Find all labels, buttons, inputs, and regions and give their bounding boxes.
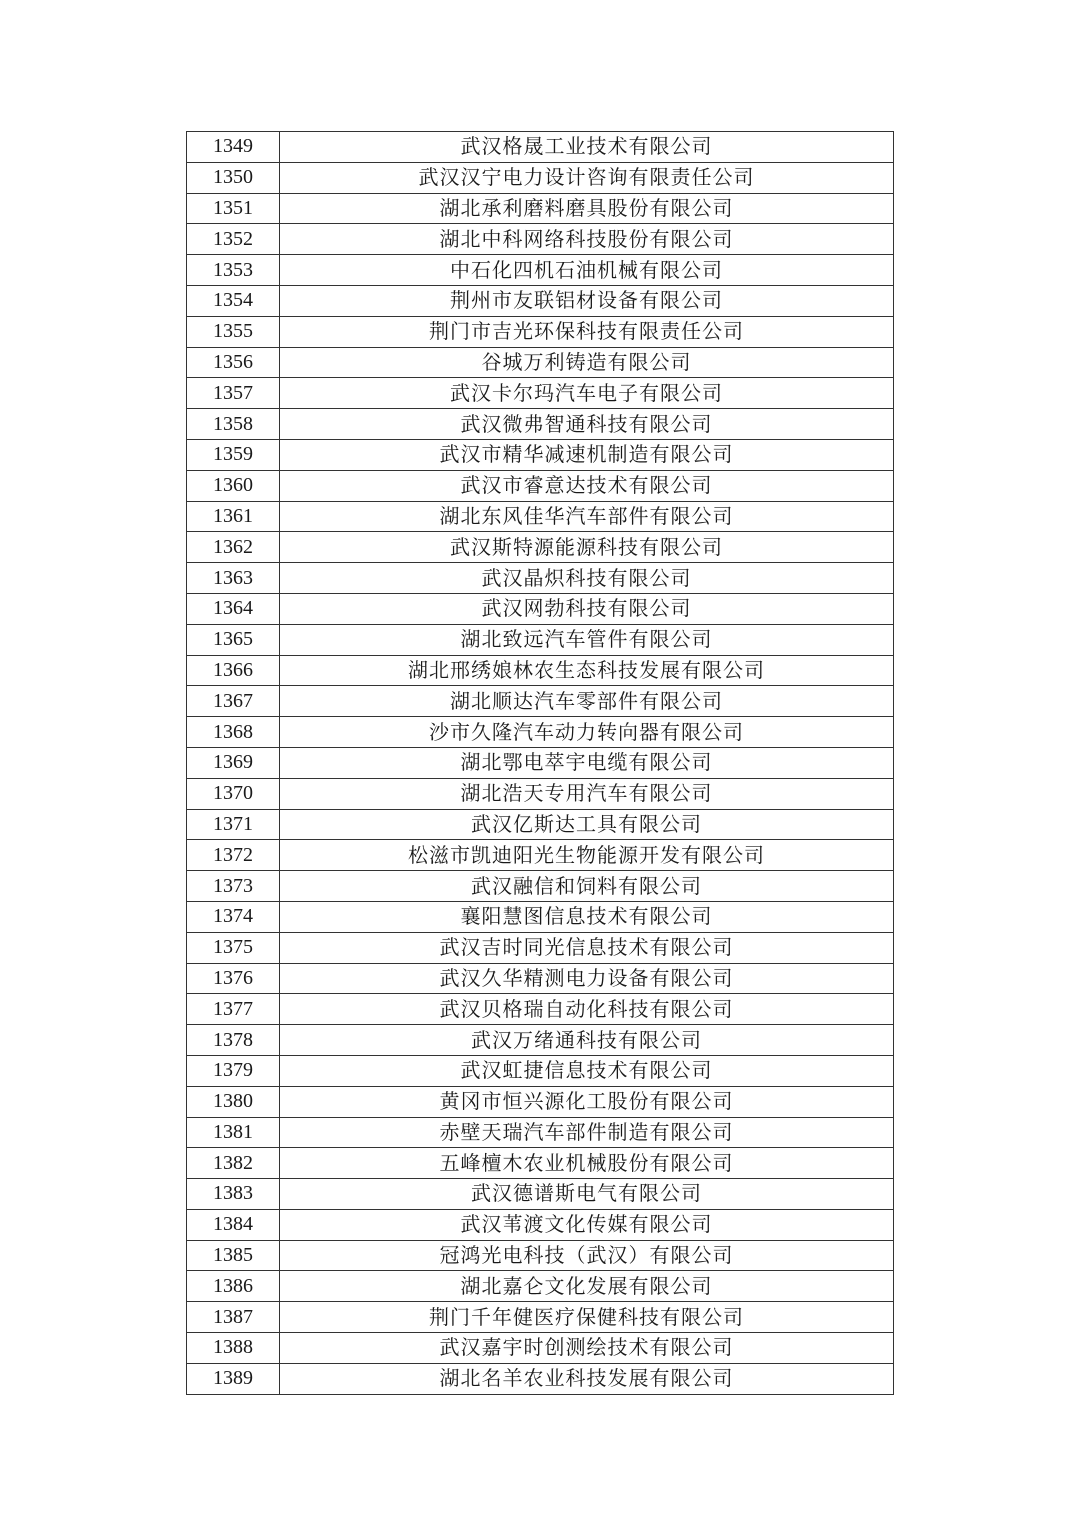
table-row bbox=[187, 655, 894, 686]
row-number-cell: 1369 bbox=[187, 747, 280, 778]
row-number-cell: 1381 bbox=[187, 1117, 280, 1148]
row-number-cell: 1353 bbox=[187, 255, 280, 286]
row-number-cell: 1372 bbox=[187, 840, 280, 871]
company-name-cell: 武汉格晟工业技术有限公司 bbox=[280, 132, 894, 163]
row-number-cell: 1376 bbox=[187, 963, 280, 994]
company-name-cell: 武汉融信和饲料有限公司 bbox=[280, 871, 894, 902]
table-row bbox=[187, 932, 894, 963]
company-name-cell: 湖北邢绣娘林农生态科技发展有限公司 bbox=[280, 655, 894, 686]
company-name-cell: 湖北鄂电萃宇电缆有限公司 bbox=[280, 747, 894, 778]
table-row bbox=[187, 686, 894, 717]
table-row bbox=[187, 316, 894, 347]
row-number-cell: 1373 bbox=[187, 871, 280, 902]
row-number-cell: 1364 bbox=[187, 593, 280, 624]
row-number-cell: 1374 bbox=[187, 901, 280, 932]
company-name-cell: 武汉贝格瑞自动化科技有限公司 bbox=[280, 994, 894, 1025]
row-number-cell: 1389 bbox=[187, 1363, 280, 1394]
company-name-cell: 沙市久隆汽车动力转向器有限公司 bbox=[280, 717, 894, 748]
table-row bbox=[187, 409, 894, 440]
row-number-cell: 1363 bbox=[187, 563, 280, 594]
table-row bbox=[187, 624, 894, 655]
table-row bbox=[187, 1086, 894, 1117]
table-row bbox=[187, 378, 894, 409]
row-number-cell: 1367 bbox=[187, 686, 280, 717]
company-name-cell: 武汉嘉宇时创测绘技术有限公司 bbox=[280, 1333, 894, 1364]
row-number-cell: 1360 bbox=[187, 470, 280, 501]
company-name-cell: 谷城万利铸造有限公司 bbox=[280, 347, 894, 378]
row-number-cell: 1362 bbox=[187, 532, 280, 563]
table-row bbox=[187, 470, 894, 501]
company-name-cell: 武汉亿斯达工具有限公司 bbox=[280, 809, 894, 840]
row-number-cell: 1380 bbox=[187, 1086, 280, 1117]
company-name-cell: 武汉苇渡文化传媒有限公司 bbox=[280, 1209, 894, 1240]
company-name-cell: 武汉卡尔玛汽车电子有限公司 bbox=[280, 378, 894, 409]
company-name-cell: 湖北中科网络科技股份有限公司 bbox=[280, 224, 894, 255]
row-number-cell: 1358 bbox=[187, 409, 280, 440]
company-name-cell: 武汉微弗智通科技有限公司 bbox=[280, 409, 894, 440]
table-row bbox=[187, 963, 894, 994]
row-number-cell: 1368 bbox=[187, 717, 280, 748]
table-row bbox=[187, 1363, 894, 1394]
row-number-cell: 1375 bbox=[187, 932, 280, 963]
table-row bbox=[187, 809, 894, 840]
company-name-cell: 湖北嘉仑文化发展有限公司 bbox=[280, 1271, 894, 1302]
company-name-cell: 黄冈市恒兴源化工股份有限公司 bbox=[280, 1086, 894, 1117]
company-name-cell: 赤壁天瑞汽车部件制造有限公司 bbox=[280, 1117, 894, 1148]
table-row bbox=[187, 1117, 894, 1148]
table-row bbox=[187, 255, 894, 286]
company-name-cell: 冠鸿光电科技（武汉）有限公司 bbox=[280, 1240, 894, 1271]
table-row bbox=[187, 162, 894, 193]
row-number-cell: 1388 bbox=[187, 1333, 280, 1364]
table-row bbox=[187, 1302, 894, 1333]
company-list-body bbox=[187, 132, 894, 1395]
company-name-cell: 湖北浩天专用汽车有限公司 bbox=[280, 778, 894, 809]
row-number-cell: 1349 bbox=[187, 132, 280, 163]
row-number-cell: 1357 bbox=[187, 378, 280, 409]
row-number-cell: 1365 bbox=[187, 624, 280, 655]
company-name-cell: 武汉斯特源能源科技有限公司 bbox=[280, 532, 894, 563]
row-number-cell: 1356 bbox=[187, 347, 280, 378]
table-row bbox=[187, 840, 894, 871]
table-row bbox=[187, 747, 894, 778]
company-name-cell: 武汉网勃科技有限公司 bbox=[280, 593, 894, 624]
table-row bbox=[187, 532, 894, 563]
row-number-cell: 1359 bbox=[187, 439, 280, 470]
row-number-cell: 1371 bbox=[187, 809, 280, 840]
table-row bbox=[187, 193, 894, 224]
table-row bbox=[187, 717, 894, 748]
row-number-cell: 1378 bbox=[187, 1025, 280, 1056]
company-name-cell: 武汉虹捷信息技术有限公司 bbox=[280, 1055, 894, 1086]
table-row bbox=[187, 1209, 894, 1240]
company-name-cell: 湖北顺达汽车零部件有限公司 bbox=[280, 686, 894, 717]
row-number-cell: 1354 bbox=[187, 285, 280, 316]
table-row bbox=[187, 501, 894, 532]
company-name-cell: 五峰檀木农业机械股份有限公司 bbox=[280, 1148, 894, 1179]
row-number-cell: 1350 bbox=[187, 162, 280, 193]
row-number-cell: 1379 bbox=[187, 1055, 280, 1086]
company-name-cell: 荆门市吉光环保科技有限责任公司 bbox=[280, 316, 894, 347]
table-row bbox=[187, 871, 894, 902]
table-row bbox=[187, 1271, 894, 1302]
row-number-cell: 1386 bbox=[187, 1271, 280, 1302]
row-number-cell: 1355 bbox=[187, 316, 280, 347]
table-row bbox=[187, 778, 894, 809]
table-row bbox=[187, 1055, 894, 1086]
row-number-cell: 1387 bbox=[187, 1302, 280, 1333]
company-name-cell: 松滋市凯迪阳光生物能源开发有限公司 bbox=[280, 840, 894, 871]
table-row bbox=[187, 994, 894, 1025]
row-number-cell: 1370 bbox=[187, 778, 280, 809]
table-row bbox=[187, 563, 894, 594]
row-number-cell: 1385 bbox=[187, 1240, 280, 1271]
table-row bbox=[187, 224, 894, 255]
table-row bbox=[187, 132, 894, 163]
company-name-cell: 湖北承利磨料磨具股份有限公司 bbox=[280, 193, 894, 224]
row-number-cell: 1382 bbox=[187, 1148, 280, 1179]
company-name-cell: 湖北东风佳华汽车部件有限公司 bbox=[280, 501, 894, 532]
row-number-cell: 1377 bbox=[187, 994, 280, 1025]
company-name-cell: 武汉久华精测电力设备有限公司 bbox=[280, 963, 894, 994]
table-row bbox=[187, 901, 894, 932]
table-row bbox=[187, 1179, 894, 1210]
company-name-cell: 武汉万绪通科技有限公司 bbox=[280, 1025, 894, 1056]
row-number-cell: 1383 bbox=[187, 1179, 280, 1210]
row-number-cell: 1352 bbox=[187, 224, 280, 255]
table-row bbox=[187, 439, 894, 470]
row-number-cell: 1361 bbox=[187, 501, 280, 532]
company-name-cell: 武汉市精华减速机制造有限公司 bbox=[280, 439, 894, 470]
table-row bbox=[187, 1240, 894, 1271]
company-name-cell: 荆州市友联铝材设备有限公司 bbox=[280, 285, 894, 316]
company-name-cell: 湖北名羊农业科技发展有限公司 bbox=[280, 1363, 894, 1394]
table-row bbox=[187, 285, 894, 316]
row-number-cell: 1351 bbox=[187, 193, 280, 224]
row-number-cell: 1366 bbox=[187, 655, 280, 686]
table-row bbox=[187, 1148, 894, 1179]
company-name-cell: 武汉晶炽科技有限公司 bbox=[280, 563, 894, 594]
company-name-cell: 武汉市睿意达技术有限公司 bbox=[280, 470, 894, 501]
company-name-cell: 荆门千年健医疗保健科技有限公司 bbox=[280, 1302, 894, 1333]
table-row bbox=[187, 593, 894, 624]
table-row bbox=[187, 1025, 894, 1056]
table-row bbox=[187, 1333, 894, 1364]
company-name-cell: 中石化四机石油机械有限公司 bbox=[280, 255, 894, 286]
company-name-cell: 武汉德谱斯电气有限公司 bbox=[280, 1179, 894, 1210]
company-name-cell: 武汉吉时同光信息技术有限公司 bbox=[280, 932, 894, 963]
row-number-cell: 1384 bbox=[187, 1209, 280, 1240]
company-name-cell: 襄阳慧图信息技术有限公司 bbox=[280, 901, 894, 932]
company-name-cell: 武汉汉宁电力设计咨询有限责任公司 bbox=[280, 162, 894, 193]
company-name-cell: 湖北致远汽车管件有限公司 bbox=[280, 624, 894, 655]
table-row bbox=[187, 347, 894, 378]
company-list-table bbox=[186, 131, 894, 1395]
